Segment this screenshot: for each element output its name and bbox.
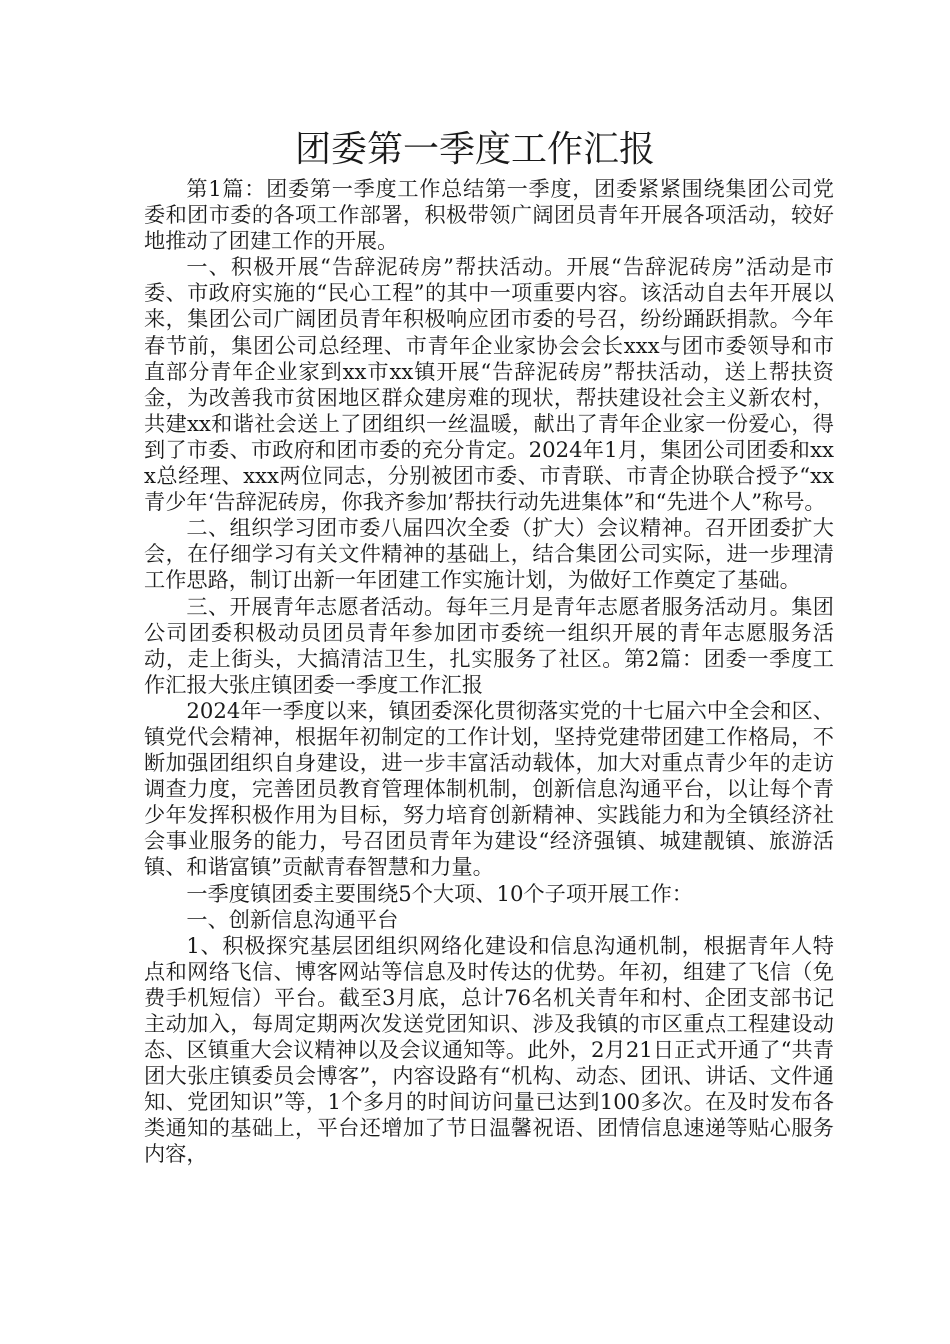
paragraph: 三、开展青年志愿者活动。每年三月是青年志愿者服务活动月。集团公司团委积极动员团员青年参加团市委统一组织开展的青年志愿服务活动，走上街头，大搞清洁卫生，扎实服务了社区。第2篇：团委一季度工作汇报大张庄镇团委一季度工作汇报 [144,593,834,697]
document-body [144,176,834,1168]
paragraph: 二、组织学习团市委八届四次全委（扩大）会议精神。召开团委扩大会，在仔细学习有关文件精神的基础上，结合集团公司实际，进一步理清工作思路，制订出新一年团建工作实施计划，为做好工作奠定了基础。 [144,515,834,593]
paragraph: 第1篇：团委第一季度工作总结第一季度，团委紧紧围绕集团公司党委和团市委的各项工作部署，积极带领广阔团员青年开展各项活动，较好地推动了团建工作的开展。 [144,176,834,254]
paragraph: 一、积极开展“告辞泥砖房”帮扶活动。开展“告辞泥砖房”活动是市委、市政府实施的“民心工程”的其中一项重要内容。该活动自去年开展以来，集团公司广阔团员青年积极响应团市委的号召，纷纷踊跃捐款。今年春节前，集团公司总经理、市青年企业家协会会长xxx与团市委领导和市直部分青年企业家到xx市xx镇开展“告辞泥砖房”帮扶活动，送上帮扶资金，为改善我市贫困地区群众建房难的现状，帮扶建设社会主义新农村，共建xx和谐社会送上了团组织一丝温暖，献出了青年企业家一份爱心，得到了市委、市政府和团市委的充分肯定。2024年1月，集团公司团委和xxx总经理、xxx两位同志，分别被团市委、市青联、市青企协联合授予“xx青少年‘告辞泥砖房，你我齐参加’帮扶行动先进集体”和“先进个人”称号。 [144,254,834,515]
paragraph: 2024年一季度以来，镇团委深化贯彻落实党的十七届六中全会和区、镇党代会精神，根据年初制定的工作计划，坚持党建带团建工作格局，不断加强团组织自身建设，进一步丰富活动载体，加大对重点青少年的走访调查力度，完善团员教育管理体制机制，创新信息沟通平台，以让每个青少年发挥积极作用为目标，努力培育创新精神、实践能力和为全镇经济社会事业服务的能力，号召团员青年为建设“经济强镇、城建靓镇、旅游活镇、和谐富镇”贡献青春智慧和力量。 [144,697,834,880]
paragraph: 一季度镇团委主要围绕5个大项、10个子项开展工作： [186,880,693,906]
paragraph: 一、创新信息沟通平台 [186,906,399,932]
paragraph: 1、积极探究基层团组织网络化建设和信息沟通机制，根据青年人特点和网络飞信、博客网站等信息及时传达的优势。年初，组建了飞信（免费手机短信）平台。截至3月底，总计76名机关青年和村、企团支部书记主动加入，每周定期两次发送党团知识、涉及我镇的市区重点工程建设动态、区镇重大会议精神以及会议通知等。此外，2月21日正式开通了“共青团大张庄镇委员会博客”，内容设路有“机构、动态、团讯、讲话、文件通知、党团知识”等，1个多月的时间访问量已达到100多次。在及时发布各类通知的基础上，平台还增加了节日温馨祝语、团情信息速递等贴心服务内容， [144,932,834,1167]
document-title: 团委第一季度工作汇报 [294,129,655,170]
